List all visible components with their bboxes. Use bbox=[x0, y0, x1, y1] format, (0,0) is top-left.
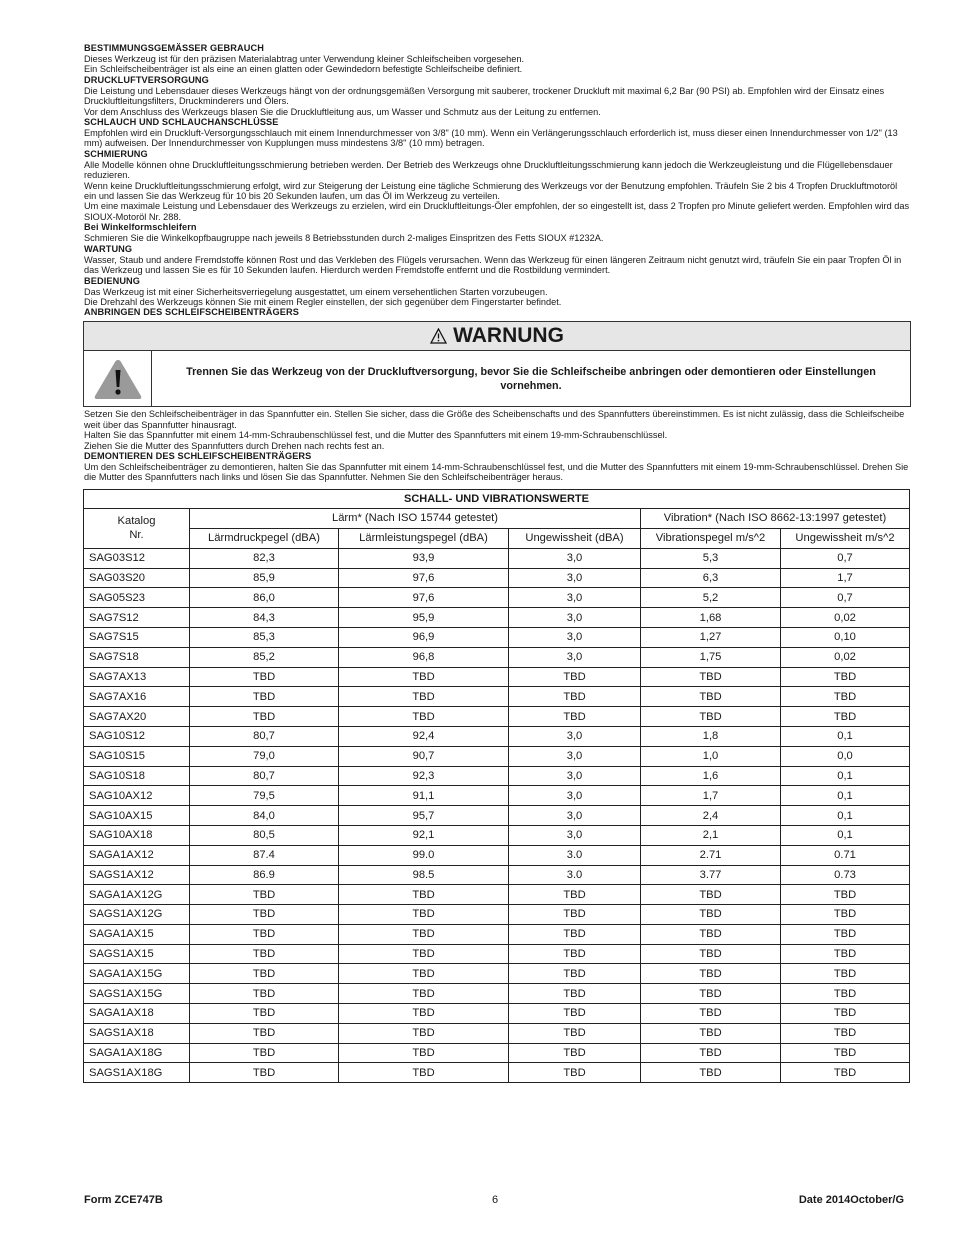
value-cell: 3,0 bbox=[509, 568, 641, 588]
value-cell: 3,0 bbox=[509, 806, 641, 826]
column-header: Lärmdruckpegel (dBA) bbox=[190, 528, 339, 548]
table-row bbox=[84, 588, 910, 608]
catalog-cell: SAG10AX15 bbox=[84, 806, 190, 826]
value-cell: TBD bbox=[641, 1004, 781, 1024]
value-cell: 86.9 bbox=[190, 865, 339, 885]
value-cell: TBD bbox=[190, 885, 339, 905]
catalog-cell: SAG10S12 bbox=[84, 726, 190, 746]
table-row bbox=[84, 608, 910, 628]
value-cell: 3.0 bbox=[509, 845, 641, 865]
value-cell: TBD bbox=[339, 924, 509, 944]
value-cell: TBD bbox=[339, 707, 509, 727]
table-row bbox=[84, 1063, 910, 1083]
table-row bbox=[84, 885, 910, 905]
catalog-cell: SAG7S18 bbox=[84, 647, 190, 667]
section-title-hose: SCHLAUCH UND SCHLAUCHANSCHLÜSSE bbox=[84, 117, 279, 128]
value-cell: 95,9 bbox=[339, 608, 509, 628]
value-cell: 3,0 bbox=[509, 647, 641, 667]
value-cell: 0,1 bbox=[781, 726, 910, 746]
paragraph: Um den Schleifscheibenträger zu demontieren, halten Sie das Spannfutter mit einem 14-mm-Schraubenschlüssel fest, und die Mutter des Spannfutters mit einem 19-mm-Schraubenschlüssel. Drehen Sie die Mutter des Spannfutters nach links und lösen Sie das Spannfutter. Nehmen Sie den Schleifscheibenträger heraus. bbox=[84, 461, 909, 483]
value-cell: 0,0 bbox=[781, 746, 910, 766]
table-row bbox=[84, 647, 910, 667]
table-row bbox=[84, 687, 910, 707]
paragraph: Halten Sie das Spannfutter mit einem 14-mm-Schraubenschlüssel fest, und die Mutter des Spannfutters mit einem 19-mm-Schraubenschlüssel. bbox=[84, 430, 668, 441]
paragraph: Vor dem Anschluss des Werkzeugs blasen Sie die Druckluftleitung aus, um Wasser und Schmutz aus der Leitung zu entfernen. bbox=[84, 106, 601, 117]
value-cell: 1,6 bbox=[641, 766, 781, 786]
paragraph: Um eine maximale Leistung und Lebensdauer des Werkzeugs zu erzielen, wird ein Druckluftleitungs-Öler empfohlen, der so eingestellt ist, dass 2 Tropfen pro Minute geliefert werden. Empfohlen wird das SIOUX-Motoröl Nr. 288. bbox=[84, 201, 910, 222]
value-cell: TBD bbox=[641, 924, 781, 944]
noise-vibration-table bbox=[83, 489, 910, 1084]
table-row bbox=[84, 568, 910, 588]
catalog-cell: SAGS1AX18 bbox=[84, 1023, 190, 1043]
value-cell: 80,7 bbox=[190, 766, 339, 786]
value-cell: 3,0 bbox=[509, 746, 641, 766]
value-cell: TBD bbox=[190, 1043, 339, 1063]
catalog-cell: SAG7S12 bbox=[84, 608, 190, 628]
value-cell: 97,6 bbox=[339, 568, 509, 588]
value-cell: TBD bbox=[339, 667, 509, 687]
table-title: SCHALL- UND VIBRATIONSWERTE bbox=[84, 489, 910, 508]
catalog-cell: SAG7S15 bbox=[84, 627, 190, 647]
value-cell: TBD bbox=[339, 885, 509, 905]
value-cell: 85,9 bbox=[190, 568, 339, 588]
value-cell: TBD bbox=[339, 944, 509, 964]
value-cell: 3.0 bbox=[509, 865, 641, 885]
value-cell: TBD bbox=[190, 1063, 339, 1083]
value-cell: TBD bbox=[339, 1063, 509, 1083]
table-row bbox=[84, 944, 910, 964]
table-row bbox=[84, 1043, 910, 1063]
value-cell: TBD bbox=[190, 1004, 339, 1024]
value-cell: TBD bbox=[190, 667, 339, 687]
value-cell: TBD bbox=[339, 687, 509, 707]
section-title-operation: BEDIENUNG bbox=[84, 275, 141, 286]
value-cell: 84,0 bbox=[190, 806, 339, 826]
value-cell: TBD bbox=[509, 687, 641, 707]
catalog-cell: SAGA1AX15G bbox=[84, 964, 190, 984]
value-cell: 3,0 bbox=[509, 825, 641, 845]
column-header: Ungewissheit (dBA) bbox=[509, 528, 641, 548]
catalog-cell: SAG10AX18 bbox=[84, 825, 190, 845]
column-header: Vibrationspegel m/s^2 bbox=[641, 528, 781, 548]
exclamation-triangle-icon bbox=[93, 358, 143, 400]
value-cell: TBD bbox=[781, 1063, 910, 1083]
value-cell: TBD bbox=[781, 924, 910, 944]
paragraph: Schmieren Sie die Winkelkopfbaugruppe nach jeweils 8 Betriebsstunden durch 2-maliges Einspritzen des Fetts SIOUX #1232A. bbox=[84, 233, 604, 244]
value-cell: TBD bbox=[339, 905, 509, 925]
value-cell: TBD bbox=[641, 885, 781, 905]
value-cell: 90,7 bbox=[339, 746, 509, 766]
value-cell: TBD bbox=[190, 964, 339, 984]
value-cell: 0,1 bbox=[781, 806, 910, 826]
value-cell: TBD bbox=[339, 984, 509, 1004]
value-cell: TBD bbox=[190, 944, 339, 964]
value-cell: 87.4 bbox=[190, 845, 339, 865]
value-cell: TBD bbox=[509, 1023, 641, 1043]
catalog-cell: SAGS1AX18G bbox=[84, 1063, 190, 1083]
value-cell: 97,6 bbox=[339, 588, 509, 608]
value-cell: TBD bbox=[509, 1063, 641, 1083]
value-cell: 3,0 bbox=[509, 588, 641, 608]
table-row bbox=[84, 746, 910, 766]
table-row bbox=[84, 806, 910, 826]
value-cell: 0,1 bbox=[781, 766, 910, 786]
catalog-cell: SAGA1AX15 bbox=[84, 924, 190, 944]
value-cell: 92,3 bbox=[339, 766, 509, 786]
value-cell: TBD bbox=[509, 885, 641, 905]
section-title-maintenance: WARTUNG bbox=[84, 243, 133, 254]
value-cell: 1,0 bbox=[641, 746, 781, 766]
paragraph: Das Werkzeug ist mit einer Sicherheitsverriegelung ausgestattet, um einem versehentlichen Starten vorzubeugen. bbox=[84, 286, 548, 297]
value-cell: 5,2 bbox=[641, 588, 781, 608]
table-row bbox=[84, 825, 910, 845]
catalog-cell: SAGS1AX15G bbox=[84, 984, 190, 1004]
value-cell: TBD bbox=[190, 984, 339, 1004]
value-cell: TBD bbox=[339, 1043, 509, 1063]
section-title-removal: DEMONTIEREN DES SCHLEIFSCHEIBENTRÄGERS bbox=[84, 450, 312, 461]
table-body bbox=[84, 548, 910, 1083]
value-cell: 3.77 bbox=[641, 865, 781, 885]
value-cell: 0,10 bbox=[781, 627, 910, 647]
value-cell: TBD bbox=[509, 707, 641, 727]
catalog-cell: SAG10S18 bbox=[84, 766, 190, 786]
value-cell: 0.71 bbox=[781, 845, 910, 865]
value-cell: TBD bbox=[781, 1023, 910, 1043]
value-cell: 95,7 bbox=[339, 806, 509, 826]
column-header-catalog bbox=[84, 508, 190, 548]
value-cell: TBD bbox=[781, 905, 910, 925]
paragraph: Dieses Werkzeug ist für den präzisen Materialabtrag unter Verwendung kleiner Schleifscheiben vorgesehen. bbox=[84, 54, 525, 64]
value-cell: 1,27 bbox=[641, 627, 781, 647]
value-cell: 0,02 bbox=[781, 608, 910, 628]
table-row bbox=[84, 905, 910, 925]
value-cell: 0,1 bbox=[781, 786, 910, 806]
table-row bbox=[84, 766, 910, 786]
value-cell: TBD bbox=[509, 924, 641, 944]
value-cell: 0,7 bbox=[781, 548, 910, 568]
value-cell: 82,3 bbox=[190, 548, 339, 568]
value-cell: TBD bbox=[781, 944, 910, 964]
catalog-cell: SAG10AX12 bbox=[84, 786, 190, 806]
table-row bbox=[84, 667, 910, 687]
value-cell: TBD bbox=[509, 1043, 641, 1063]
table-row bbox=[84, 707, 910, 727]
catalog-cell: SAG03S12 bbox=[84, 548, 190, 568]
form-date: Date 2014October/G bbox=[798, 1194, 904, 1206]
value-cell: 80,5 bbox=[190, 825, 339, 845]
value-cell: 3,0 bbox=[509, 627, 641, 647]
catalog-cell: SAG7AX20 bbox=[84, 707, 190, 727]
value-cell: 3,0 bbox=[509, 766, 641, 786]
value-cell: TBD bbox=[190, 905, 339, 925]
catalog-cell: SAG7AX16 bbox=[84, 687, 190, 707]
value-cell: 6,3 bbox=[641, 568, 781, 588]
value-cell: 92,1 bbox=[339, 825, 509, 845]
warning-text: Trennen Sie das Werkzeug von der Druckluftversorgung, bevor Sie die Schleifscheibe anbringen oder demontieren oder Einstellungen vornehmen. bbox=[186, 365, 876, 392]
section-title-angle-grinders: Bei Winkelformschleifern bbox=[84, 222, 197, 233]
value-cell: 96,9 bbox=[339, 627, 509, 647]
value-cell: 91,1 bbox=[339, 786, 509, 806]
group-header-vibration: Vibration* (Nach ISO 8662-13:1997 getestet) bbox=[641, 508, 910, 528]
section-title-mounting: ANBRINGEN DES SCHLEIFSCHEIBENTRÄGERS bbox=[84, 307, 299, 318]
value-cell: TBD bbox=[190, 687, 339, 707]
paragraph: Alle Modelle können ohne Druckluftleitungsschmierung betrieben werden. Der Betrieb des Werkzeugs ohne Druckluftleitungsschmierung kann jedoch die Werkzeugleistung und die Flügellebensdauer reduzieren. bbox=[84, 159, 893, 181]
catalog-cell: SAGA1AX12 bbox=[84, 845, 190, 865]
value-cell: 79,0 bbox=[190, 746, 339, 766]
value-cell: TBD bbox=[641, 964, 781, 984]
paragraph: Empfohlen wird ein Druckluft-Versorgungsschlauch mit einem Innendurchmesser von 3/8" (10 mm). Wenn ein Verlängerungsschlauch erforderlich ist, muss dieser einen Innendurchmesser von 1/2" (13 mm) aufweisen. Der Innendurchmesser von Kupplungen muss mindestens 3/8" (10 mm) betragen. bbox=[84, 128, 898, 149]
warning-icon-cell bbox=[84, 351, 152, 406]
warning-title: WARNUNG bbox=[453, 324, 564, 348]
catalog-cell: SAGS1AX12G bbox=[84, 905, 190, 925]
document-page bbox=[84, 43, 910, 1083]
paragraph: Die Leistung und Lebensdauer dieses Werkzeugs hängt von der ordnungsgemäßen Versorgung mit sauberer, trockener Druckluft mit maximal 6,2 Bar (90 PSI) ab. Empfohlen wird der Einsatz eines Druckluftleitungsfilters, Druckminderers und Ölers. bbox=[84, 85, 885, 107]
value-cell: TBD bbox=[641, 707, 781, 727]
table-row bbox=[84, 627, 910, 647]
value-cell: 5,3 bbox=[641, 548, 781, 568]
value-cell: 2,1 bbox=[641, 825, 781, 845]
value-cell: TBD bbox=[641, 905, 781, 925]
paragraph: Wasser, Staub und andere Fremdstoffe können Rost und das Verkleben des Flügels verursachen. Wenn das Werkzeug für einen längeren Zeitraum nicht genutzt wird, träufeln Sie ein paar Tropfen Öl in das Werkzeug und lassen Sie es für 10 Sekunden laufen. Hierdurch werden Fremdstoffe entfernt und die Rostbildung vermindert. bbox=[84, 254, 902, 276]
value-cell: TBD bbox=[641, 1063, 781, 1083]
section-title-intended-use: BESTIMMUNGSGEMÄSSER GEBRAUCH bbox=[84, 43, 264, 53]
value-cell: 80,7 bbox=[190, 726, 339, 746]
value-cell: TBD bbox=[190, 924, 339, 944]
section-title-air-supply: DRUCKLUFTVERSORGUNG bbox=[84, 74, 209, 85]
value-cell: 85,3 bbox=[190, 627, 339, 647]
table-row bbox=[84, 1023, 910, 1043]
column-header: Ungewissheit m/s^2 bbox=[781, 528, 910, 548]
group-header-noise: Lärm* (Nach ISO 15744 getestet) bbox=[190, 508, 641, 528]
value-cell: TBD bbox=[190, 707, 339, 727]
paragraph: Die Drehzahl des Werkzeugs können Sie mit einem Regler einstellen, der sich gegenüber dem Fingerstarter befindet. bbox=[84, 296, 562, 307]
value-cell: TBD bbox=[190, 1023, 339, 1043]
value-cell: TBD bbox=[641, 667, 781, 687]
warning-box bbox=[83, 321, 911, 407]
value-cell: TBD bbox=[781, 1004, 910, 1024]
catalog-cell: SAG03S20 bbox=[84, 568, 190, 588]
value-cell: TBD bbox=[339, 964, 509, 984]
catalog-cell: SAGA1AX18 bbox=[84, 1004, 190, 1024]
catalog-cell: SAGA1AX18G bbox=[84, 1043, 190, 1063]
paragraph: Ziehen Sie die Mutter des Spannfutters durch Drehen nach rechts fest an. bbox=[84, 440, 385, 451]
section-title-lubrication: SCHMIERUNG bbox=[84, 148, 148, 159]
value-cell: 1,68 bbox=[641, 608, 781, 628]
value-cell: TBD bbox=[641, 1023, 781, 1043]
value-cell: TBD bbox=[509, 944, 641, 964]
value-cell: 1,75 bbox=[641, 647, 781, 667]
value-cell: TBD bbox=[641, 984, 781, 1004]
value-cell: 2,4 bbox=[641, 806, 781, 826]
catalog-cell: SAGA1AX12G bbox=[84, 885, 190, 905]
value-cell: 93,9 bbox=[339, 548, 509, 568]
value-cell: TBD bbox=[641, 944, 781, 964]
table-row bbox=[84, 548, 910, 568]
value-cell: TBD bbox=[509, 1004, 641, 1024]
table-row bbox=[84, 1004, 910, 1024]
table-row bbox=[84, 726, 910, 746]
catalog-cell: SAGS1AX15 bbox=[84, 944, 190, 964]
column-header: Lärmleistungspegel (dBA) bbox=[339, 528, 509, 548]
value-cell: TBD bbox=[781, 964, 910, 984]
value-cell: 96,8 bbox=[339, 647, 509, 667]
value-cell: 84,3 bbox=[190, 608, 339, 628]
table-row bbox=[84, 964, 910, 984]
value-cell: TBD bbox=[509, 984, 641, 1004]
value-cell: TBD bbox=[781, 707, 910, 727]
catalog-cell: SAG7AX13 bbox=[84, 667, 190, 687]
catalog-cell: SAG10S15 bbox=[84, 746, 190, 766]
catalog-cell: SAG05S23 bbox=[84, 588, 190, 608]
value-cell: TBD bbox=[781, 1043, 910, 1063]
value-cell: 0,02 bbox=[781, 647, 910, 667]
value-cell: TBD bbox=[781, 667, 910, 687]
value-cell: TBD bbox=[781, 984, 910, 1004]
paragraph: Ein Schleifscheibenträger ist als eine an einen glatten oder Gewindedorn befestigte Schleifscheibe definiert. bbox=[84, 64, 523, 75]
catalog-cell: SAGS1AX12 bbox=[84, 865, 190, 885]
table-row bbox=[84, 865, 910, 885]
value-cell: 1,7 bbox=[781, 568, 910, 588]
value-cell: 79,5 bbox=[190, 786, 339, 806]
value-cell: 0,1 bbox=[781, 825, 910, 845]
form-number: Form ZCE747B bbox=[84, 1194, 163, 1206]
value-cell: TBD bbox=[641, 687, 781, 707]
table-row bbox=[84, 924, 910, 944]
warning-triangle-icon bbox=[430, 328, 447, 344]
value-cell: TBD bbox=[781, 687, 910, 707]
value-cell: 2.71 bbox=[641, 845, 781, 865]
paragraph: Wenn keine Druckluftleitungsschmierung erfolgt, wird zur Steigerung der Leistung eine tägliche Schmierung des Werkzeugs vor der Benutzung empfohlen. Träufeln Sie 2 bis 4 Tropfen Druckluftmotoröl ein und lassen Sie das Werkzeug für 10 bis 20 Sekunden laufen, um das Öl im Werkzeug zu verteilen. bbox=[84, 180, 898, 202]
value-cell: 1,7 bbox=[641, 786, 781, 806]
value-cell: 99.0 bbox=[339, 845, 509, 865]
table-row bbox=[84, 845, 910, 865]
table-row bbox=[84, 984, 910, 1004]
value-cell: 3,0 bbox=[509, 548, 641, 568]
page-number: 6 bbox=[492, 1194, 499, 1206]
value-cell: TBD bbox=[509, 905, 641, 925]
warning-header bbox=[84, 322, 910, 351]
catalog-header-label: Katalog Nr. bbox=[117, 515, 156, 542]
value-cell: 3,0 bbox=[509, 786, 641, 806]
value-cell: 86,0 bbox=[190, 588, 339, 608]
value-cell: 3,0 bbox=[509, 608, 641, 628]
table-row bbox=[84, 786, 910, 806]
value-cell: 0,7 bbox=[781, 588, 910, 608]
paragraph: Setzen Sie den Schleifscheibenträger in das Spannfutter ein. Stellen Sie sicher, dass die Größe des Scheibenschafts und des Spannfutters übereinstimmen. Es ist nicht zulässig, dass die Schleifscheibe weit über das Spannfutter hinausragt. bbox=[84, 409, 905, 430]
value-cell: 85,2 bbox=[190, 647, 339, 667]
value-cell: 0.73 bbox=[781, 865, 910, 885]
value-cell: 1,8 bbox=[641, 726, 781, 746]
value-cell: 3,0 bbox=[509, 726, 641, 746]
value-cell: TBD bbox=[509, 667, 641, 687]
value-cell: 98.5 bbox=[339, 865, 509, 885]
value-cell: TBD bbox=[509, 964, 641, 984]
value-cell: TBD bbox=[781, 885, 910, 905]
value-cell: TBD bbox=[339, 1023, 509, 1043]
value-cell: TBD bbox=[339, 1004, 509, 1024]
value-cell: TBD bbox=[641, 1043, 781, 1063]
value-cell: 92,4 bbox=[339, 726, 509, 746]
